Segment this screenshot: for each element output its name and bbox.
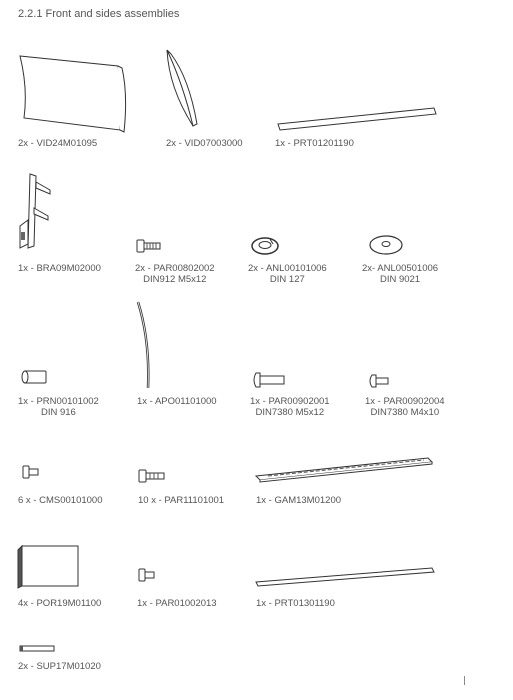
part-standard: DIN 9021 bbox=[379, 274, 421, 285]
bracket-drawing bbox=[14, 172, 54, 254]
block-drawing bbox=[16, 544, 80, 590]
part-code: 1x - PRN00101002 bbox=[18, 396, 99, 407]
part-code: 4x - POR19M01100 bbox=[18, 598, 102, 609]
section-title: 2.2.1 Front and sides assemblies bbox=[18, 8, 180, 20]
side-glass-drawing bbox=[163, 48, 203, 128]
part-caption bbox=[362, 263, 438, 285]
part-code: 1x - PAR00902001 bbox=[250, 396, 330, 407]
part-caption bbox=[275, 138, 354, 149]
button-head-screw-icon bbox=[368, 374, 390, 388]
screw-icon bbox=[136, 238, 162, 254]
part-standard: DIN 916 bbox=[40, 407, 76, 418]
page-marker bbox=[464, 676, 465, 685]
support-strip-drawing bbox=[18, 644, 58, 654]
part-caption bbox=[138, 495, 224, 506]
part-standard: DIN912 M5x12 bbox=[143, 274, 207, 285]
part-caption bbox=[18, 138, 97, 149]
part-code: 1x - PRT01201190 bbox=[275, 138, 354, 149]
part-caption bbox=[18, 396, 99, 418]
flat-washer-icon bbox=[368, 234, 404, 256]
profile-strip-drawing bbox=[254, 564, 436, 588]
spring-washer-icon bbox=[250, 236, 280, 256]
part-standard: DIN 127 bbox=[269, 274, 305, 285]
part-caption bbox=[135, 263, 215, 285]
part-caption bbox=[365, 396, 445, 418]
screw-icon bbox=[138, 568, 156, 582]
part-code: 1x - PAR01002013 bbox=[137, 598, 217, 609]
curved-rod-drawing bbox=[136, 300, 156, 390]
part-code: 1x - PAR00902004 bbox=[365, 396, 445, 407]
part-code: 2x - PAR00802002 bbox=[135, 263, 215, 274]
part-code: 2x - ANL00101006 bbox=[248, 263, 327, 274]
part-code: 2x - VID24M01095 bbox=[18, 138, 98, 149]
part-caption bbox=[256, 598, 335, 609]
part-code: 1x - APO01101000 bbox=[137, 396, 217, 407]
small-screw-icon bbox=[22, 464, 40, 480]
part-caption bbox=[18, 661, 101, 672]
part-code: 2x - SUP17M01020 bbox=[18, 661, 101, 672]
part-caption bbox=[18, 263, 101, 274]
part-code: 6 x - CMS00101000 bbox=[18, 495, 103, 506]
pin-icon bbox=[20, 368, 50, 386]
profile-strip-drawing bbox=[276, 104, 438, 132]
part-code: 2x - VID07003000 bbox=[166, 138, 243, 149]
screw-icon bbox=[138, 468, 166, 484]
part-caption bbox=[250, 396, 330, 418]
part-code: 10 x - PAR11101001 bbox=[138, 495, 225, 506]
part-code: 2x- ANL00501006 bbox=[362, 263, 439, 274]
part-caption bbox=[137, 598, 217, 609]
part-caption bbox=[18, 495, 103, 506]
part-caption bbox=[137, 396, 217, 407]
rail-drawing bbox=[254, 454, 436, 484]
part-caption bbox=[248, 263, 327, 285]
part-caption bbox=[18, 598, 101, 609]
part-code: 1x - BRA09M02000 bbox=[18, 263, 101, 274]
part-caption bbox=[256, 495, 341, 506]
part-code: 1x - GAM13M01200 bbox=[256, 495, 342, 506]
part-standard: DIN7380 M4x10 bbox=[370, 407, 440, 418]
part-standard: DIN7380 M5x12 bbox=[255, 407, 325, 418]
part-caption bbox=[166, 138, 243, 149]
glass-panel-drawing bbox=[18, 52, 128, 132]
button-head-screw-icon bbox=[252, 372, 286, 388]
part-code: 1x - PRT01301190 bbox=[256, 598, 335, 609]
